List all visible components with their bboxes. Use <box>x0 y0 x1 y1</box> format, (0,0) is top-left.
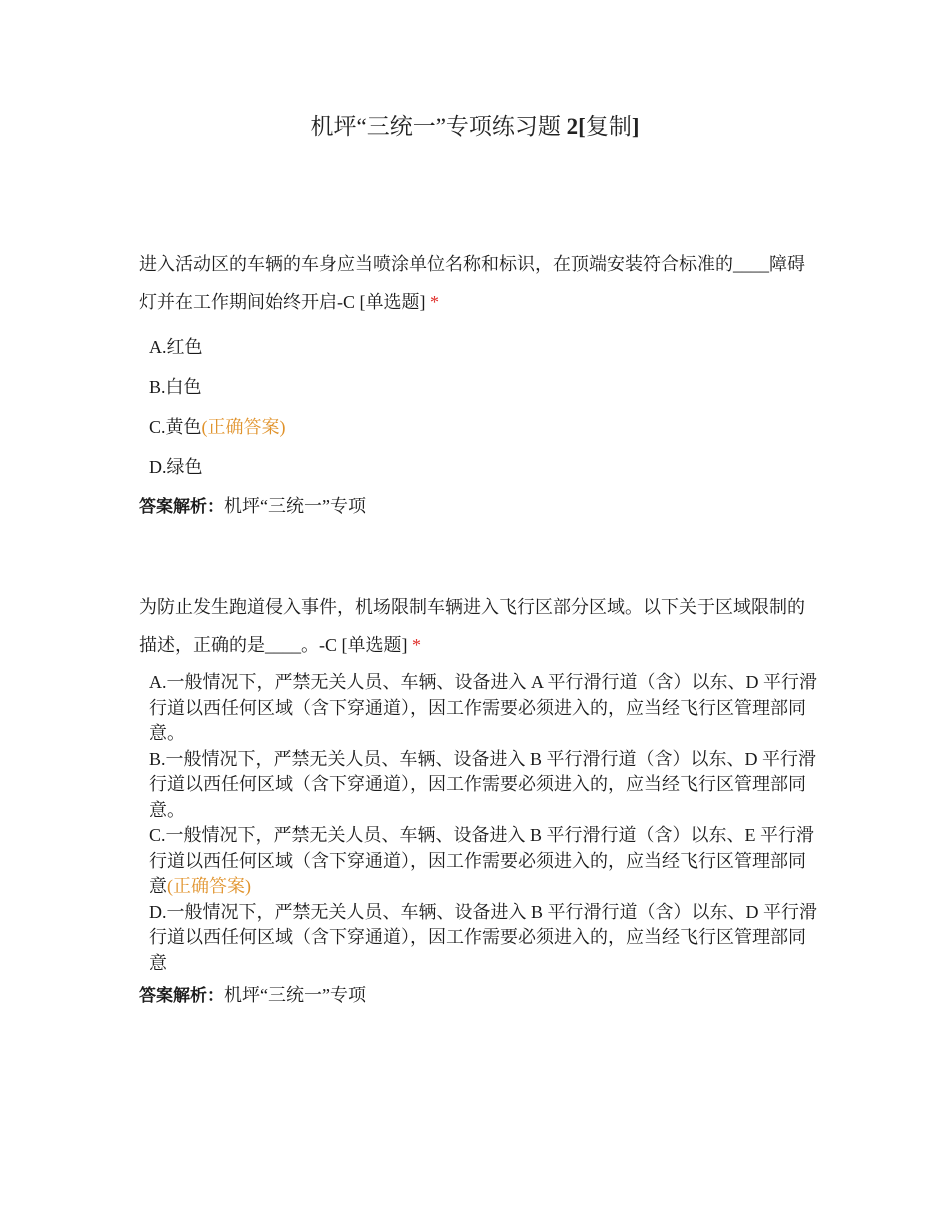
analysis-text: 机坪“三统一”专项 <box>224 496 366 516</box>
option-text: B.白色 <box>149 377 202 397</box>
option-a <box>139 327 819 367</box>
title-prefix: 机坪“三统一”专项练习题 <box>310 114 567 139</box>
required-mark: * <box>430 292 439 312</box>
option-b <box>139 747 819 824</box>
options-list <box>139 327 819 487</box>
title-copy-label: 复制 <box>585 114 632 139</box>
question-stem <box>139 245 819 321</box>
option-c <box>139 407 819 447</box>
analysis-text: 机坪“三统一”专项 <box>224 985 366 1005</box>
required-mark: * <box>412 635 421 655</box>
option-d <box>139 900 819 977</box>
answer-analysis <box>139 976 819 1015</box>
question-stem-text: 进入活动区的车辆的车身应当喷涂单位名称和标识，在顶端安装符合标准的____障碍灯并在工作期间始终开启-C [单选题] <box>139 254 805 312</box>
option-text: D.一般情况下，严禁无关人员、车辆、设备进入 B 平行滑行道（含）以东、D 平行滑行道以西任何区域（含下穿通道），因工作需要必须进入的，应当经飞行区管理部同意 <box>149 901 818 973</box>
answer-analysis <box>139 487 819 526</box>
option-text: B.一般情况下，严禁无关人员、车辆、设备进入 B 平行滑行道（含）以东、D 平行滑行道以西任何区域（含下穿通道），因工作需要必须进入的，应当经飞行区管理部同意。 <box>149 748 817 820</box>
question-2 <box>139 588 819 1015</box>
analysis-label: 答案解析： <box>139 986 224 1006</box>
option-text: C.黄色 <box>149 417 202 437</box>
option-b <box>139 367 819 407</box>
option-text: C.一般情况下，严禁无关人员、车辆、设备进入 B 平行滑行道（含）以东、E 平行滑行道以西任何区域（含下穿通道），因工作需要必须进入的，应当经飞行区管理部同意 <box>149 825 815 896</box>
option-text: A.红色 <box>149 337 203 357</box>
title-close-bracket: ] <box>631 114 640 139</box>
analysis-label: 答案解析： <box>139 497 224 517</box>
option-c <box>139 823 819 900</box>
question-stem-text: 为防止发生跑道侵入事件，机场限制车辆进入飞行区部分区域。以下关于区域限制的描述，正确的是____。-C [单选题] <box>139 597 805 655</box>
options-list <box>139 670 819 976</box>
correct-answer-tag: (正确答案) <box>201 417 286 437</box>
title-number: 2[ <box>566 114 586 139</box>
correct-answer-tag: (正确答案) <box>167 876 251 896</box>
option-a <box>139 670 819 747</box>
option-text: A.一般情况下，严禁无关人员、车辆、设备进入 A 平行滑行道（含）以东、D 平行滑行道以西任何区域（含下穿通道），因工作需要必须进入的，应当经飞行区管理部同意。 <box>149 672 818 743</box>
question-stem <box>139 588 819 664</box>
question-1 <box>139 245 819 526</box>
page-title <box>0 110 950 144</box>
option-d <box>139 447 819 487</box>
option-text: D.绿色 <box>149 457 203 477</box>
